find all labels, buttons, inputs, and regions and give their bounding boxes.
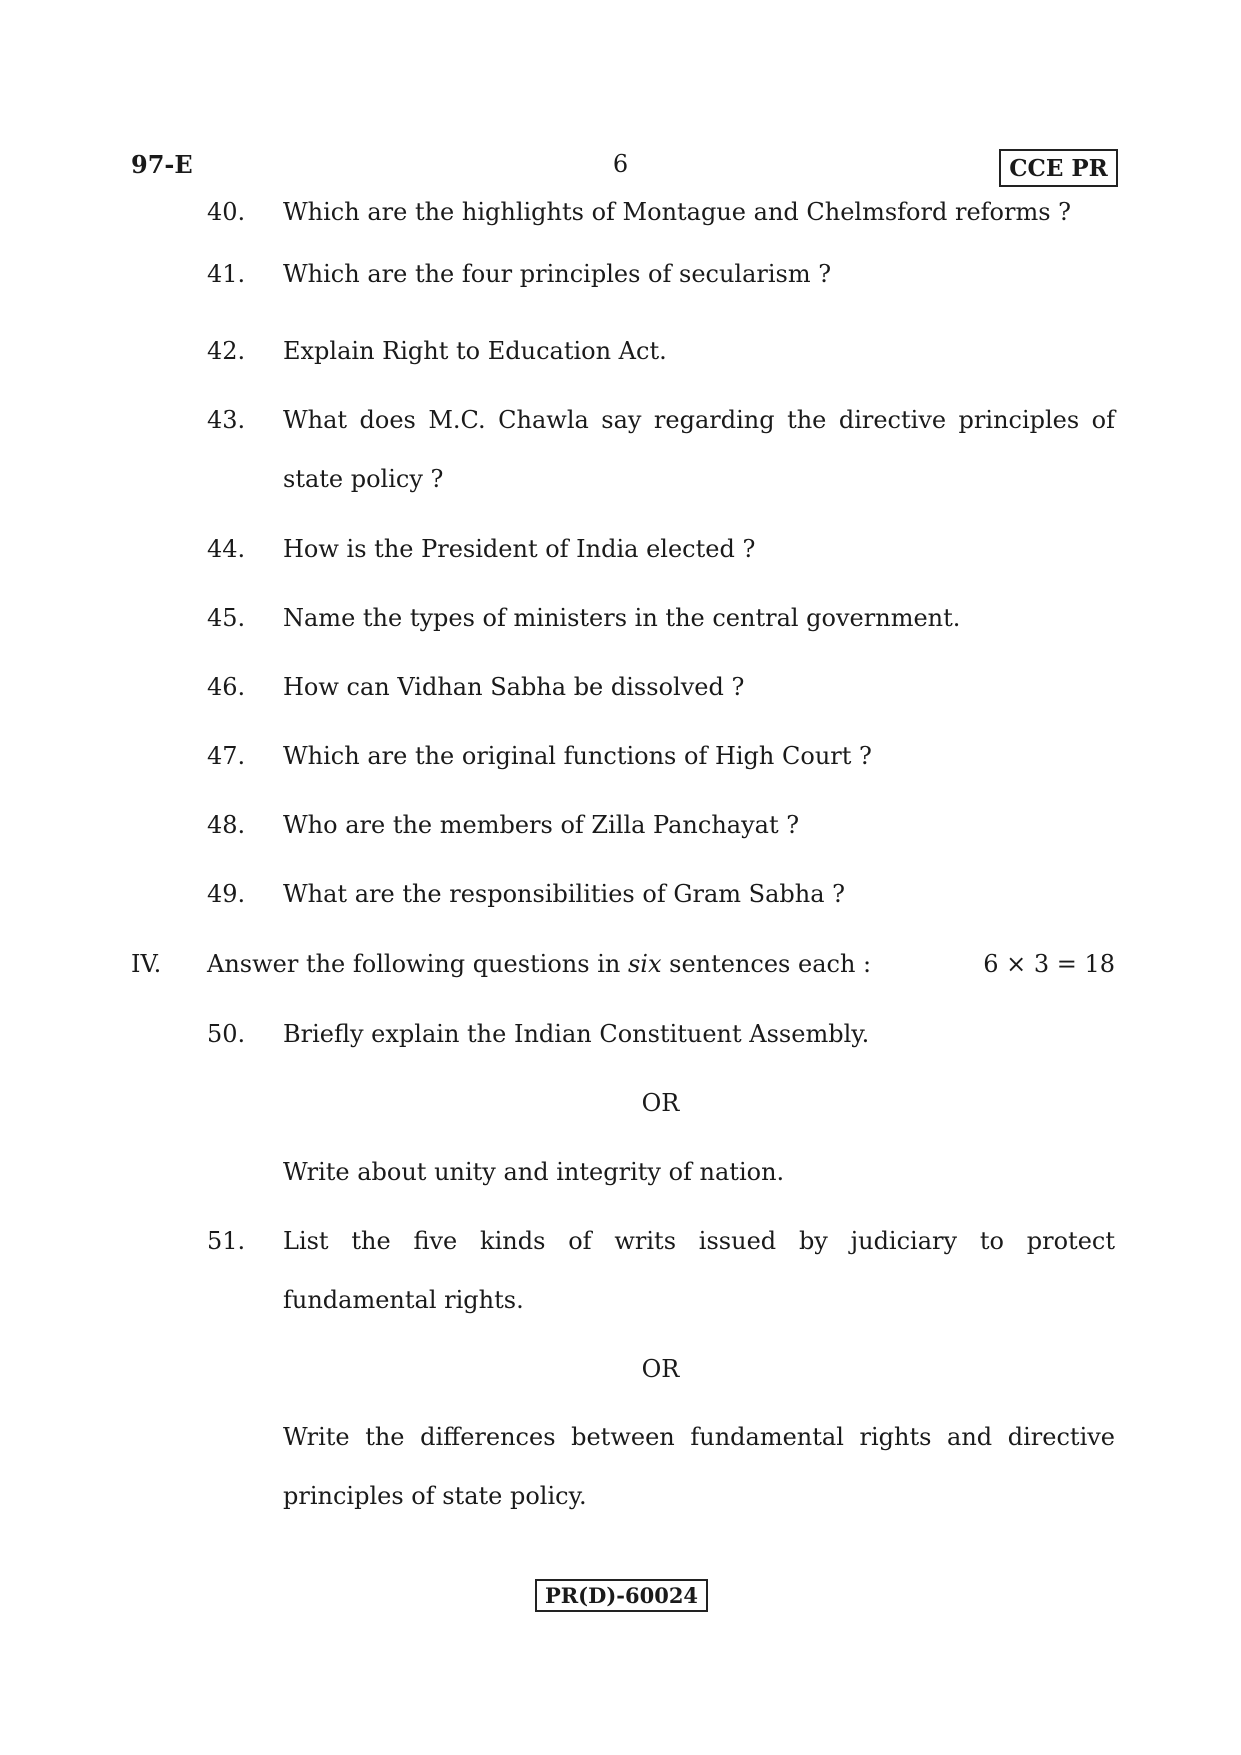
question-number: 41. <box>207 260 246 288</box>
series-box <box>999 149 1118 187</box>
page-number: 6 <box>612 150 629 178</box>
alternative-question: Write about unity and integrity of nation. <box>283 1158 785 1186</box>
question-text: Which are the highlights of Montague and Chelmsford reforms ? <box>283 198 1072 226</box>
alternative-question: Write the differences between fundamental rights and directive principles of state policy. <box>283 1423 1115 1510</box>
question-item <box>207 589 1115 648</box>
question-text: Explain Right to Education Act. <box>283 337 667 365</box>
footer-code-box <box>535 1579 708 1612</box>
question-item <box>207 796 1115 855</box>
question-item <box>207 245 1115 304</box>
instruction-text: Answer the following questions in <box>207 950 628 978</box>
question-number: 47. <box>207 742 246 770</box>
question-item <box>207 520 1115 579</box>
question-number: 43. <box>207 406 246 434</box>
or-separator: OR <box>641 1089 680 1117</box>
question-text: List the five kinds of writs issued by judiciary to protect fundamental rights. <box>283 1227 1115 1314</box>
question-text: What are the responsibilities of Gram Sabha ? <box>283 880 846 908</box>
question-item <box>207 183 1115 242</box>
question-item <box>207 1212 1115 1330</box>
instruction-text: sentences each : <box>661 950 872 978</box>
section-marks: 6 × 3 = 18 <box>983 950 1115 978</box>
question-number: 49. <box>207 880 246 908</box>
question-item <box>207 865 1115 924</box>
question-number: 48. <box>207 811 246 839</box>
or-separator: OR <box>641 1355 680 1383</box>
paper-code: 97-E <box>131 150 193 179</box>
question-text: Name the types of ministers in the central government. <box>283 604 961 632</box>
question-item <box>207 322 1115 381</box>
section-instruction <box>207 935 871 994</box>
question-number: 42. <box>207 337 246 365</box>
question-number: 51. <box>207 1227 246 1255</box>
question-number: 46. <box>207 673 246 701</box>
question-item <box>207 391 1115 509</box>
instruction-emphasis: six <box>627 950 662 978</box>
question-number: 45. <box>207 604 246 632</box>
question-number: 50. <box>207 1020 246 1048</box>
question-item <box>207 727 1115 786</box>
question-text: Who are the members of Zilla Panchayat ? <box>283 811 800 839</box>
question-text: Which are the original functions of High Court ? <box>283 742 872 770</box>
question-text: Which are the four principles of secularism ? <box>283 260 832 288</box>
section-number: IV. <box>131 950 162 978</box>
question-text: Briefly explain the Indian Constituent Assembly. <box>283 1020 870 1048</box>
question-number: 40. <box>207 198 246 226</box>
question-item <box>207 658 1115 717</box>
footer-code: PR(D)-60024 <box>544 1583 699 1608</box>
question-text: How is the President of India elected ? <box>283 535 756 563</box>
series-label: CCE PR <box>1009 154 1108 182</box>
question-number: 44. <box>207 535 246 563</box>
question-item <box>207 1005 1115 1064</box>
question-text: How can Vidhan Sabha be dissolved ? <box>283 673 745 701</box>
question-text: What does M.C. Chawla say regarding the directive principles of state policy ? <box>283 406 1115 493</box>
